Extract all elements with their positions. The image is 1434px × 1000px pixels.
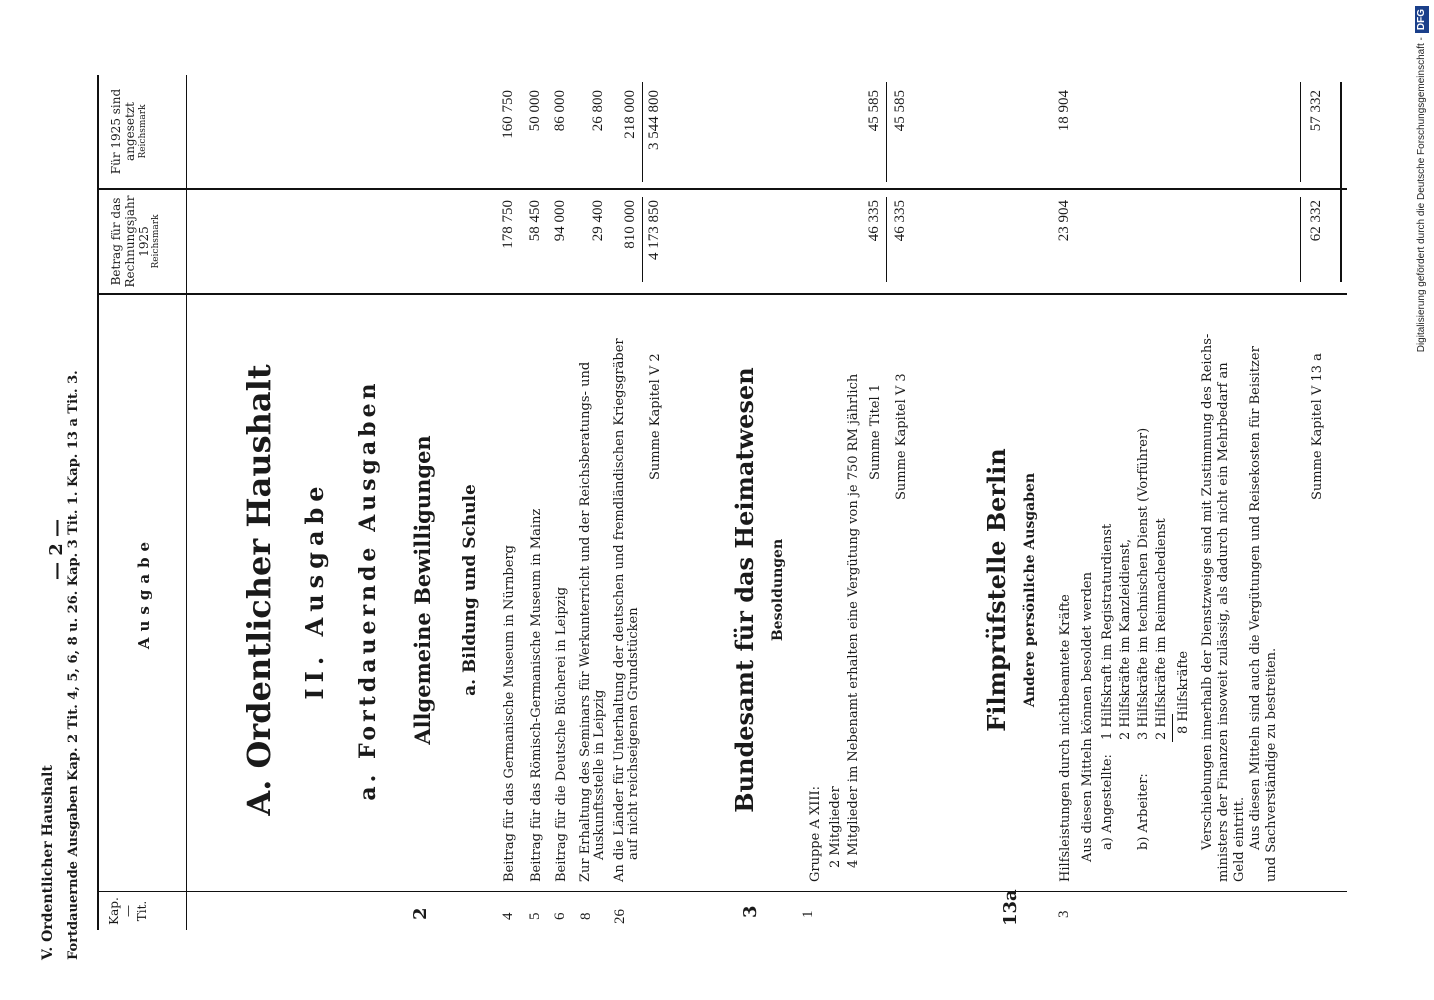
angesetzt-value: 86 000 — [552, 90, 568, 132]
summe-kap-3-betrag: 46 335 — [892, 200, 908, 242]
subsub-title: a. Fortdauernde Ausgaben — [355, 379, 381, 801]
sum-rule — [642, 82, 643, 182]
group-title: Allgemeine Bewilligungen — [410, 435, 435, 745]
kap-divider: — — [120, 905, 135, 917]
summe-titel-1-betrag: 46 335 — [866, 200, 882, 242]
row-text: Beitrag für das Germanische Museum in Nürnberg — [502, 545, 517, 882]
summe-kap-13a-betrag: 62 332 — [1308, 200, 1324, 242]
summe-kap-3-angesetzt: 45 585 — [892, 90, 908, 132]
tit-number: 26 — [612, 909, 628, 924]
kap-heading: Kap. — [107, 897, 121, 925]
row-text-continued: auf nicht reichseigenen Grundstücken — [626, 607, 641, 860]
angesetzt-value: 160 750 — [500, 90, 516, 139]
kap-13a-total: 8 Hilfskräfte — [1176, 650, 1191, 734]
kap-3-line: Gruppe A XIII: — [808, 785, 823, 882]
arbeiter-item: 2 Hilfskräfte im Reinmachedienst — [1154, 518, 1169, 740]
row-text: Zur Erhaltung des Seminars für Werkunterricht und der Reichsberatungs- und — [578, 361, 593, 882]
ausgabe-heading: Ausgabe — [135, 535, 153, 650]
row-text: An die Länder für Unterhaltung der deutschen und fremdländischen Kriegsgräber — [612, 338, 627, 882]
kap-13a-note: und Sachverständige zu bestreiten. — [1264, 647, 1279, 882]
kap-3-number: 3 — [740, 905, 761, 918]
betrag-value: 29 400 — [590, 200, 606, 242]
angesetzt-value: 26 800 — [590, 90, 606, 132]
betrag-value: 58 450 — [527, 200, 543, 242]
tit-number: 8 — [578, 912, 594, 920]
header-bottom-rule — [186, 75, 187, 930]
total-rule — [1172, 714, 1173, 742]
table-top-rule — [97, 75, 99, 930]
kap-13a-number: 13a — [1000, 889, 1021, 926]
summe-kap-13a-angesetzt: 57 332 — [1308, 90, 1324, 132]
row-text-continued: Auskunftsstelle in Leipzig — [592, 689, 607, 860]
tit-number: 4 — [500, 912, 516, 920]
angesetzt-value: 50 000 — [527, 90, 543, 132]
angestellte-item: 2 Hilfskräfte im Kanzleidienst, — [1118, 538, 1133, 740]
tit-number: 1 — [800, 910, 816, 918]
kap-3-line: 4 Mitglieder im Nebenamt erhalten eine Vergütung von je 750 RM jährlich — [846, 373, 861, 868]
watermark-text — [1410, 6, 1434, 1000]
kap-13a-intro: Aus diesen Mitteln können besoldet werden — [1080, 572, 1095, 862]
kap-3-line: 2 Mitglieder — [828, 786, 843, 868]
sum-rule — [642, 197, 643, 282]
tit-heading: Tit. — [134, 900, 149, 922]
summe-kap-13a-label: Summe Kapitel V 13 a — [1310, 353, 1325, 500]
angesetzt-unit: Reichsmark — [137, 104, 148, 159]
kap-3-title: Bundesamt für das Heimatwesen — [730, 367, 759, 813]
kap-13a-subtitle: Andere persönliche Ausgaben — [1022, 472, 1038, 708]
dfg-logo: DFG — [1415, 6, 1429, 33]
sum-rule — [1300, 82, 1301, 182]
sum-rule — [886, 197, 887, 282]
betrag-column-rule — [97, 188, 1347, 190]
row-text: Beitrag für das Römisch-Germanische Museum in Mainz — [529, 508, 544, 882]
kap-13a-betrag: 23 904 — [1056, 200, 1072, 242]
kap-tit-heading — [108, 892, 149, 930]
betrag-value: 94 000 — [552, 200, 568, 242]
kap-13a-note: ministers der Finanzen insoweit zulässig, als dadurch nicht ein Mehrbedarf an — [1216, 362, 1231, 882]
angesetzt-value: 218 000 — [622, 90, 638, 139]
kap-2-number: 2 — [410, 907, 431, 920]
row-text: Beitrag für die Deutsche Bücherei in Leipzig — [554, 586, 569, 882]
section-label: V. Ordentlicher Haushalt — [40, 765, 56, 960]
tit-number: 6 — [552, 912, 568, 920]
summe-kap-2-angesetzt: 3 544 800 — [646, 90, 662, 150]
table-bottom-rule — [1340, 82, 1342, 282]
kap-13a-note: Verschiebungen innerhalb der Dienstzweige sind mit Zustimmung des Reichs- — [1200, 333, 1215, 850]
summe-kap-3-label: Summe Kapitel V 3 — [894, 373, 909, 500]
summe-titel-1-label: Summe Titel 1 — [868, 383, 883, 480]
arbeiter-label: b) Arbeiter: — [1136, 773, 1151, 850]
kap-column-rule — [97, 891, 1347, 892]
summe-kap-2-label: Summe Kapitel V 2 — [648, 353, 663, 480]
angestellte-label: a) Angestellte: — [1100, 754, 1115, 850]
angesetzt-heading-text: Für 1925 sind angesetzt — [109, 88, 137, 175]
text-column-rule — [97, 293, 1347, 295]
arbeiter-item: 3 Hilfskräfte im technischen Dienst (Vorführer) — [1136, 427, 1151, 740]
section-sublabel: Fortdauernde Ausgaben Kap. 2 Tit. 4, 5, 6, 8 u. 26. Kap. 3 Tit. 1. Kap. 13 a Tit. 3. — [66, 370, 81, 960]
betrag-unit: Reichsmark — [151, 214, 162, 269]
kap-3-subtitle: Besoldungen — [770, 538, 786, 642]
sum-rule — [886, 82, 887, 182]
betrag-heading — [110, 190, 162, 293]
summe-titel-1-angesetzt: 45 585 — [866, 90, 882, 132]
kap-13a-note: Aus diesen Mitteln sind auch die Vergütungen und Reisekosten für Beisitzer — [1248, 346, 1263, 850]
kap-13a-angesetzt: 18 904 — [1056, 90, 1072, 132]
angesetzt-heading — [110, 75, 148, 188]
betrag-heading-text: Betrag für das Rechnungsjahr 1925 — [109, 195, 151, 288]
kap-13a-note: Geld eintritt. — [1232, 796, 1247, 882]
tit-number: 3 — [1056, 910, 1072, 918]
main-title: A. Ordentlicher Haushalt — [240, 364, 278, 816]
betrag-value: 178 750 — [500, 200, 516, 249]
sub-title: II. Ausgabe — [300, 480, 329, 700]
tit-number: 5 — [527, 912, 543, 920]
watermark — [1410, 6, 1434, 1000]
page-number: — 2 — — [46, 518, 67, 580]
angestellte-item: 1 Hilfskraft im Registraturdienst — [1100, 523, 1115, 740]
kap-13a-text: Hilfsleistungen durch nichtbeamtete Kräfte — [1058, 594, 1073, 882]
kap-13a-title: Filmprüfstelle Berlin — [982, 448, 1011, 732]
sum-rule — [1300, 197, 1301, 282]
betrag-value: 810 000 — [622, 200, 638, 249]
subgroup-title: a. Bildung und Schule — [460, 484, 480, 696]
watermark-caption: Digitalisierung gefördert durch die Deutsche Forschungsgemeinschaft - — [1416, 37, 1427, 353]
summe-kap-2-betrag: 4 173 850 — [646, 200, 662, 260]
